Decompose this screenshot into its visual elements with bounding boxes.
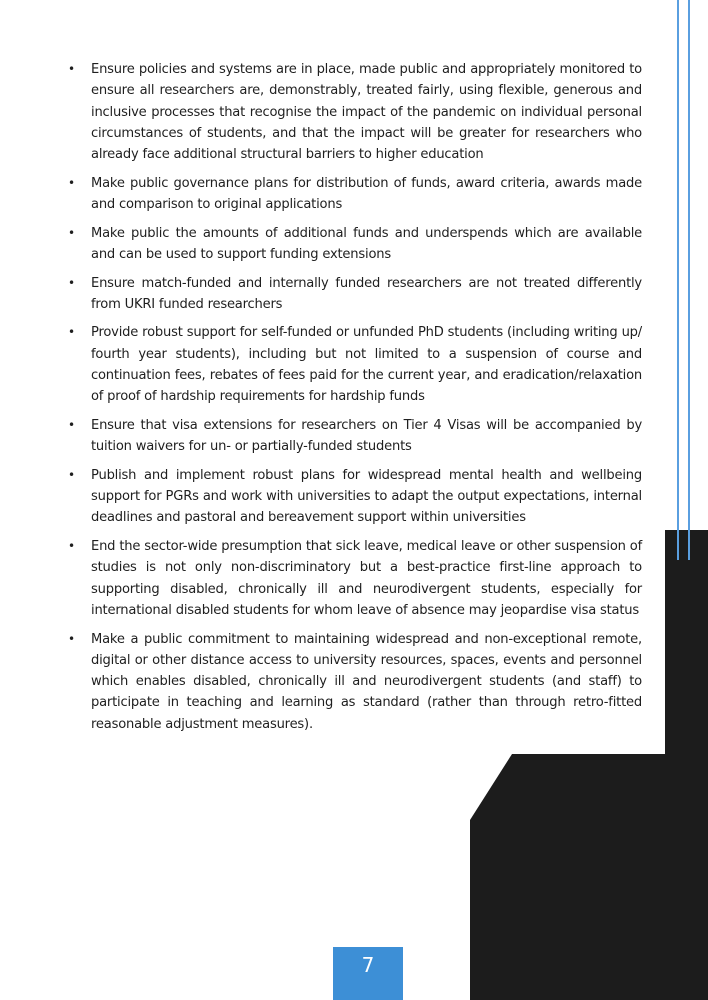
bullet-icon: • [68,417,76,432]
bullet-icon: • [68,275,76,290]
list-item-text: Ensure that visa extensions for researchers on Tier 4 Visas will be accompanied by tuition waivers for un- or partially-funded students [91,417,642,455]
list-item [68,629,642,735]
blue-vertical-line-right [688,0,690,560]
list-item [68,415,642,458]
list-item [68,465,642,529]
list-item-text: Make a public commitment to maintaining widespread and non-exceptional remote, digital or other distance access to university resources, spaces, events and personnel which enables disabled, chronically ill and neurodivergent students (and staff) to participate in teaching and learning as standard (rather than through retro-fitted reasonable adjustment measures). [91,631,642,732]
bullet-icon: • [68,631,76,646]
list-item [68,173,642,216]
list-item [68,536,642,621]
list-item [68,273,642,316]
bullet-icon: • [68,62,76,76]
bullet-icon: • [68,467,76,482]
blue-vertical-line-left [677,0,679,560]
list-item-text: Provide robust support for self-funded or unfunded PhD students (including writing up/ fourth year students), including but not limited to a suspension of course and continuation fees, rebates of fees paid for the current year, and eradication/relaxation of proof of hardship requirements for hardship funds [91,325,642,405]
page-number: 7 [333,947,403,1000]
bullet-icon: • [68,175,76,190]
list-item-text: End the sector-wide presumption that sick leave, medical leave or other suspension of studies is not only non-discriminatory but a best-practice first-line approach to supporting disabled, chronically ill and neurodivergent students, especially for international disabled students for whom leave of absence may jeopardise visa status [91,539,642,618]
list-item-text: Publish and implement robust plans for widespread mental health and wellbeing support for PGRs and work with universities to adapt the output expectations, internal deadlines and pastoral and bereavement support within universities [91,467,642,526]
list-item-text: Ensure match-funded and internally funded researchers are not treated differently from UKRI funded researchers [91,275,642,312]
bullet-icon: • [68,539,76,554]
list-item [68,322,642,407]
list-item [68,59,642,165]
list-item-text: Make public the amounts of additional funds and underspends which are available and can be used to support funding extensions [91,225,642,262]
bullet-icon: • [68,325,76,340]
list-item-text: Make public governance plans for distribution of funds, award criteria, awards made and comparison to original applications [91,175,642,213]
recommendations-list [68,59,642,742]
bullet-icon: • [68,225,76,240]
list-item [68,223,642,266]
list-item-text: Ensure policies and systems are in place, made public and appropriately monitored to ensure all researchers are, demonstrably, treated fairly, using flexible, generous and inclusive processes that recognise the impact of the pandemic on individual personal circumstances of students, and that the impact will be greater for researchers who already face additional structural barriers to higher education [91,62,642,163]
